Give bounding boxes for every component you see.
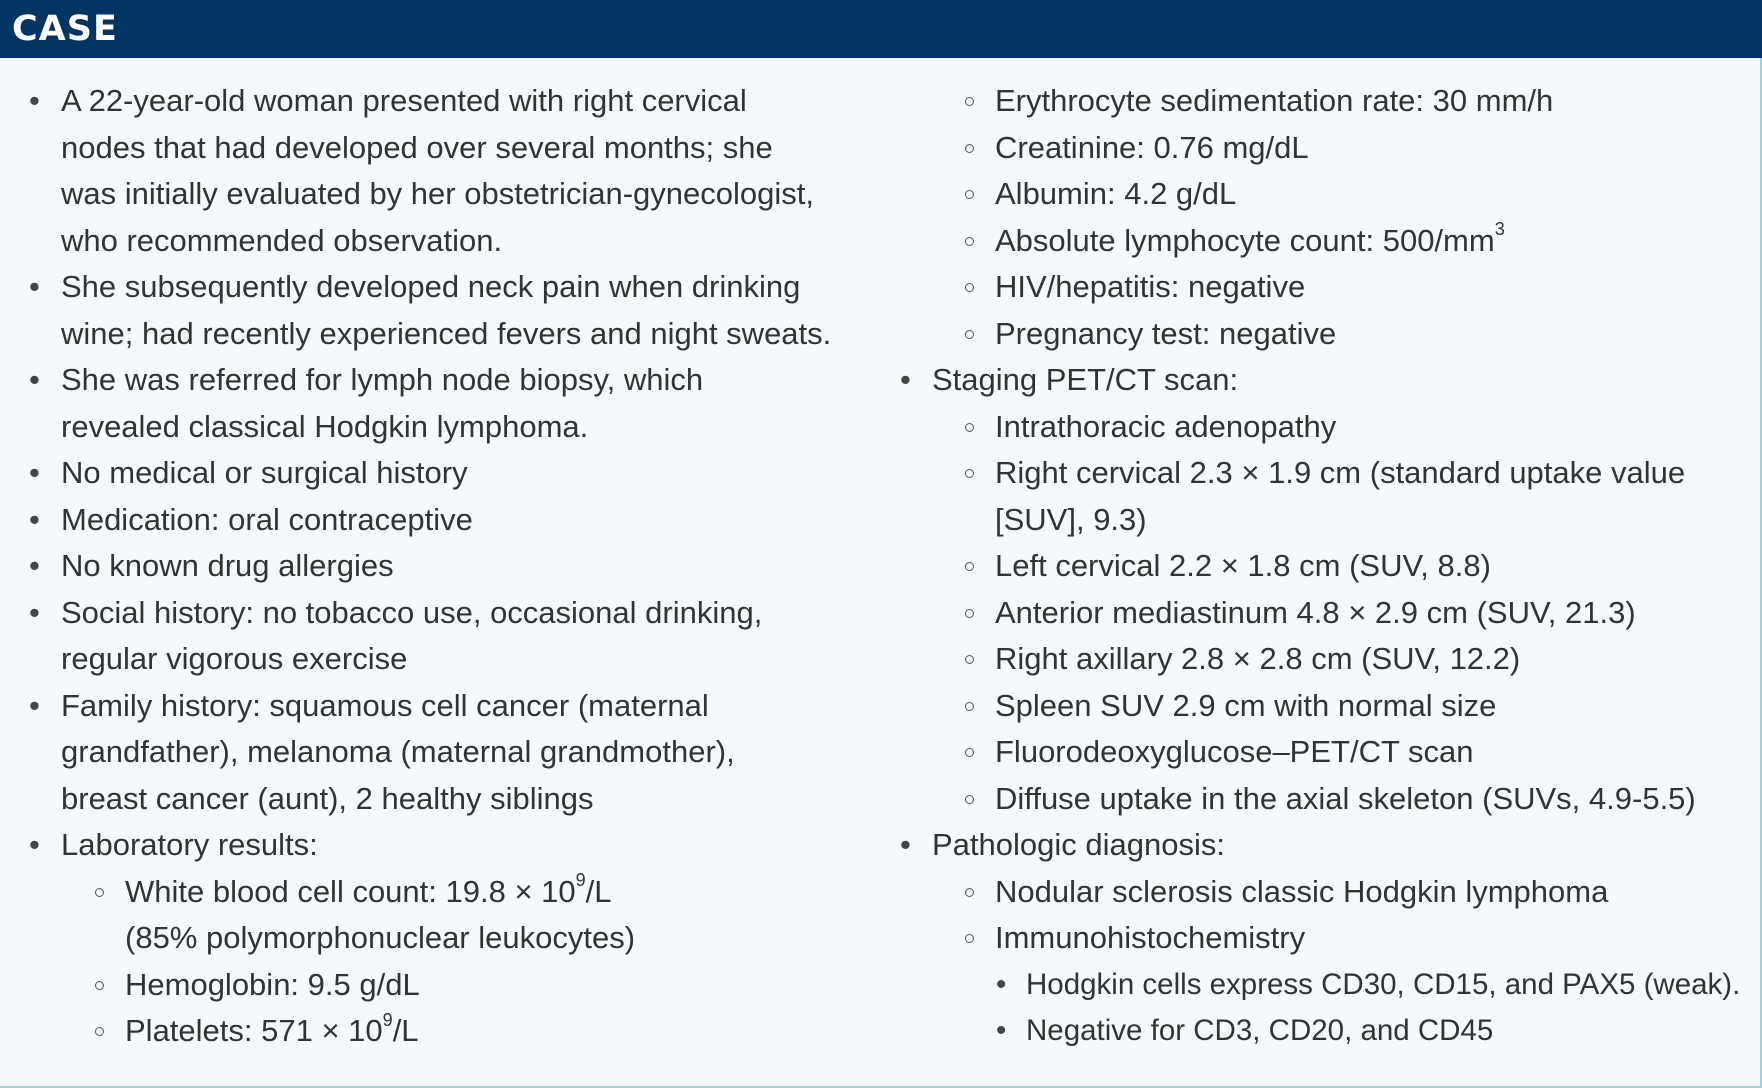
list-item <box>880 357 1760 404</box>
list-item <box>0 450 880 497</box>
list-item-line: No known drug allergies <box>61 548 394 583</box>
list-item-line: [SUV], 9.3) <box>995 501 1147 537</box>
list-item <box>880 962 1760 1009</box>
list-item <box>880 822 1760 869</box>
list-item-line: Hodgkin cells express CD30, CD15, and PAX5 (weak). <box>1026 967 1741 1001</box>
list-item-line: Erythrocyte sedimentation rate: 30 mm/h <box>995 83 1554 118</box>
list-item-line: She subsequently developed neck pain when drinking <box>61 269 801 304</box>
list-item <box>880 311 1760 358</box>
list-item <box>880 915 1760 962</box>
list-item-line: Diffuse uptake in the axial skeleton (SUVs, 4.9-5.5) <box>995 780 1696 816</box>
list-item-line: Medication: oral contraceptive <box>61 501 473 537</box>
list-item-line: wine; had recently experienced fevers and night sweats. <box>61 315 832 351</box>
list-item <box>0 590 880 683</box>
list-item-line: Absolute lymphocyte count: 500/mm <box>995 222 1495 258</box>
list-item-line: Left cervical 2.2 × 1.8 cm (SUV, 8.8) <box>995 548 1491 583</box>
list-item <box>0 683 880 823</box>
list-item-line: Creatinine: 0.76 mg/dL <box>995 129 1309 165</box>
list-item-line: Social history: no tobacco use, occasional drinking, <box>61 594 763 630</box>
list-item-line: (85% polymorphonuclear leukocytes) <box>125 920 636 955</box>
list-item-line: Family history: squamous cell cancer (maternal <box>61 687 709 723</box>
list-item-line: regular vigorous exercise <box>61 641 408 676</box>
list-item-line: Albumin: 4.2 g/dL <box>995 176 1237 211</box>
list-item <box>0 497 880 544</box>
list-item <box>0 822 880 869</box>
unit-suffix: /L <box>585 873 612 909</box>
list-item-line: Immunohistochemistry <box>995 920 1306 955</box>
list-item <box>880 1008 1760 1055</box>
list-item <box>880 729 1760 776</box>
list-item-line: No medical or surgical history <box>61 455 468 490</box>
list-item <box>880 590 1760 637</box>
list-item <box>0 869 880 962</box>
list-item-line: Nodular sclerosis classic Hodgkin lymphoma <box>995 873 1609 909</box>
list-item <box>0 1008 880 1055</box>
unit-suffix: /L <box>392 1013 419 1048</box>
list-item-line: revealed classical Hodgkin lymphoma. <box>61 408 589 444</box>
list-item <box>0 78 880 264</box>
case-header <box>0 0 1762 58</box>
list-item <box>880 404 1760 451</box>
list-item <box>880 636 1760 683</box>
superscript: 9 <box>382 1009 393 1030</box>
list-item-line: A 22-year-old woman presented with right cervical <box>61 83 747 118</box>
list-item-line: Pregnancy test: negative <box>995 315 1337 351</box>
list-item <box>0 264 880 357</box>
superscript: 9 <box>575 870 586 891</box>
list-item-line: Fluorodeoxyglucose–PET/CT scan <box>995 734 1474 769</box>
list-item-line: breast cancer (aunt), 2 healthy siblings <box>61 780 594 816</box>
list-item <box>0 543 880 590</box>
list-item-line: Right axillary 2.8 × 2.8 cm (SUV, 12.2) <box>995 641 1521 676</box>
left-column <box>0 78 880 1055</box>
list-item <box>880 218 1760 265</box>
list-item-line: Laboratory results: <box>61 827 318 862</box>
list-item-line: She was referred for lymph node biopsy, which <box>61 362 704 397</box>
list-item-line: grandfather), melanoma (maternal grandmother), <box>61 734 735 769</box>
list-item <box>880 450 1760 543</box>
list-item <box>880 264 1760 311</box>
list-item-line: who recommended observation. <box>61 222 503 258</box>
list-item <box>880 78 1760 125</box>
right-column <box>880 78 1760 1055</box>
list-item-line: HIV/hepatitis: negative <box>995 269 1306 304</box>
case-body <box>0 58 1762 1088</box>
list-item <box>880 683 1760 730</box>
list-item-line: Spleen SUV 2.9 cm with normal size <box>995 687 1497 723</box>
list-item-line: Platelets: 571 × 10 <box>125 1013 383 1048</box>
list-item-line: Staging PET/CT scan: <box>932 362 1239 397</box>
list-item-line: nodes that had developed over several months; she <box>61 129 773 165</box>
list-item <box>880 543 1760 590</box>
list-item-line: Right cervical 2.3 × 1.9 cm (standard uptake value <box>995 455 1686 490</box>
list-item-line: Negative for CD3, CD20, and CD45 <box>1026 1014 1494 1047</box>
list-item-line: Anterior mediastinum 4.8 × 2.9 cm (SUV, 21.3) <box>995 594 1636 630</box>
list-item-line: was initially evaluated by her obstetrician-gynecologist, <box>61 176 815 211</box>
list-item <box>880 125 1760 172</box>
list-item <box>880 869 1760 916</box>
list-item <box>880 171 1760 218</box>
case-title: CASE <box>12 9 118 49</box>
list-item-line: Hemoglobin: 9.5 g/dL <box>125 966 420 1002</box>
list-item-line: Intrathoracic adenopathy <box>995 408 1337 444</box>
list-item <box>880 776 1760 823</box>
list-item <box>0 962 880 1009</box>
list-item <box>0 357 880 450</box>
list-item-line: White blood cell count: 19.8 × 10 <box>125 873 576 909</box>
superscript: 3 <box>1494 219 1505 240</box>
list-item-line: Pathologic diagnosis: <box>932 827 1225 862</box>
